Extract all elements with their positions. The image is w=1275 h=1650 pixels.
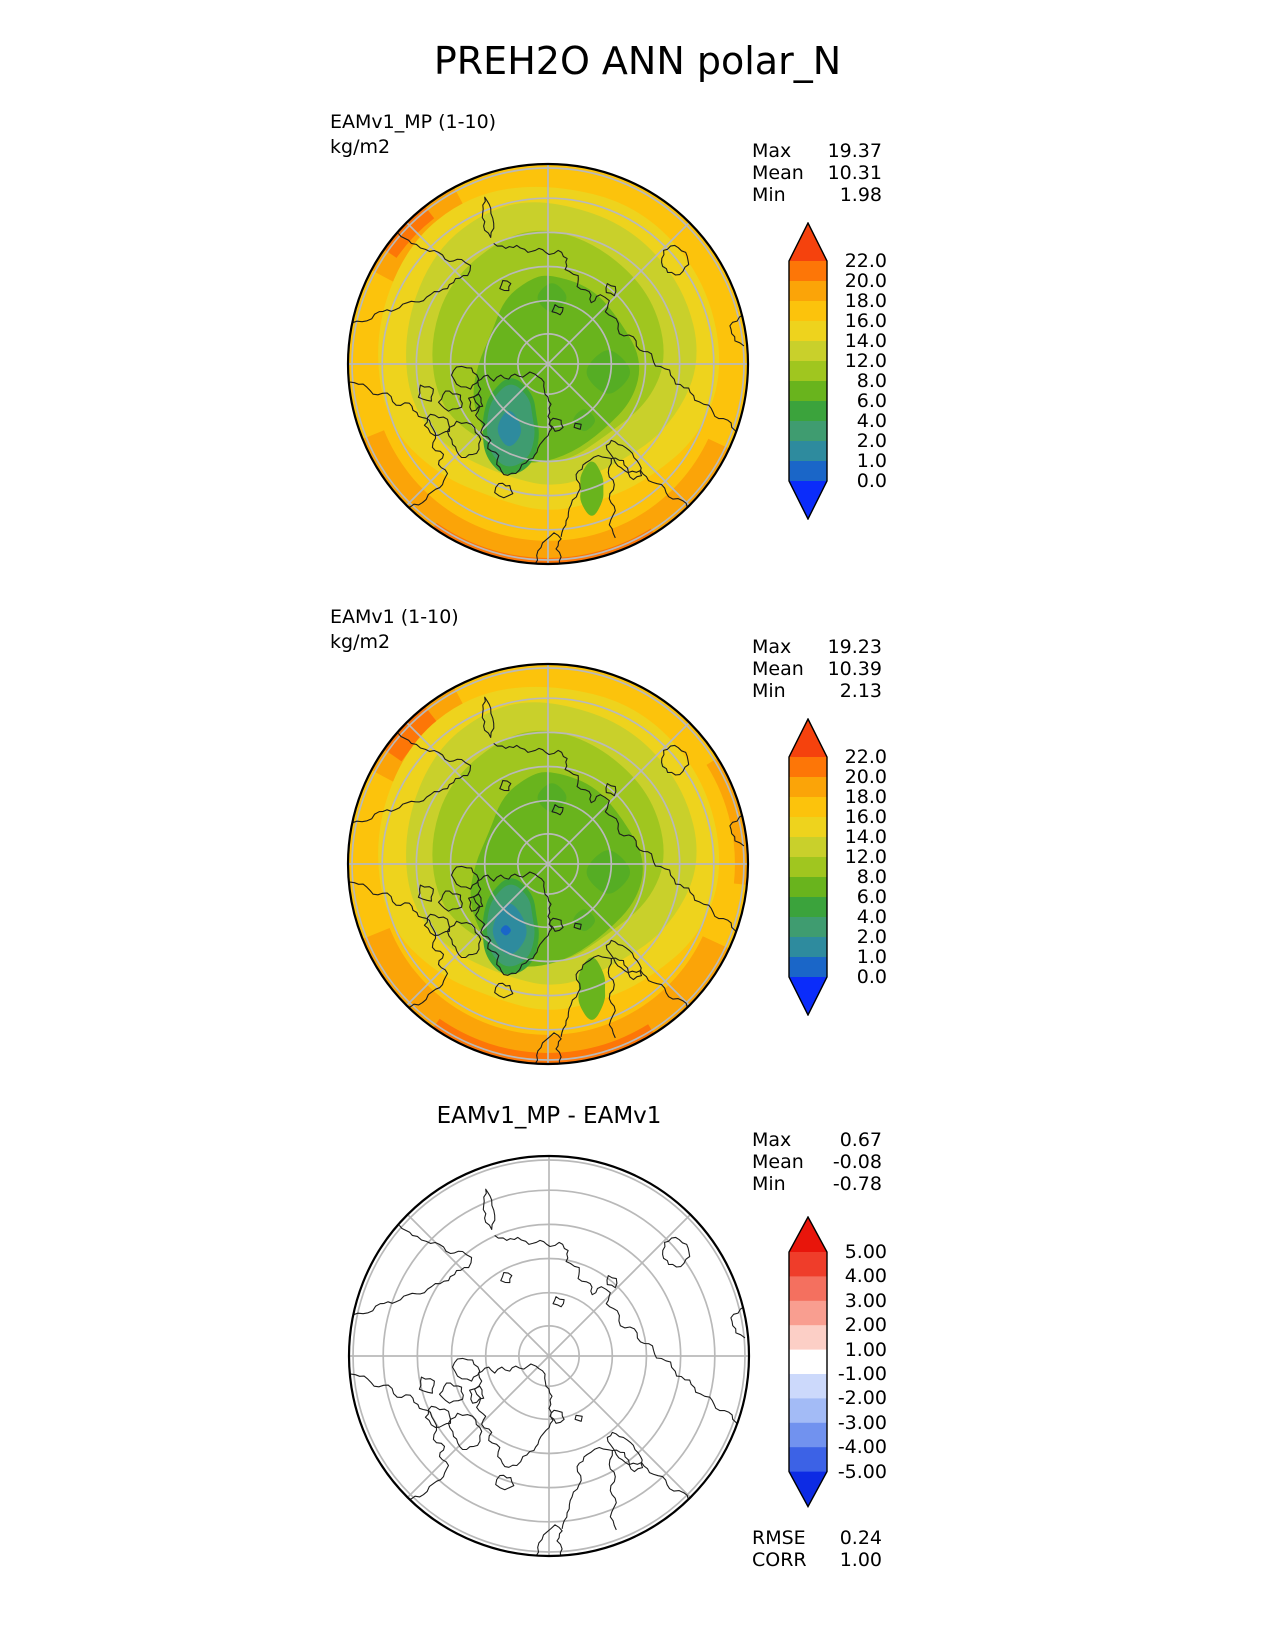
stat-row-max: [752, 140, 882, 162]
colorbar-tick-label: 18.0: [844, 786, 887, 808]
metric-row-corr: [752, 1549, 882, 1571]
colorbar-tick-label: 5.00: [844, 1241, 887, 1263]
colorbar-tick-label: 16.0: [844, 806, 887, 828]
colorbar-bar: [788, 718, 828, 1016]
colorbar-tick-label: -5.00: [837, 1460, 887, 1483]
stat-row-mean: [752, 162, 882, 184]
panel1-name: EAMv1_MP (1-10): [330, 111, 497, 133]
panel2-units: kg/m2: [330, 631, 391, 653]
stat-value: 2.13: [839, 680, 882, 702]
colorbar-tick-label: 20.0: [844, 766, 887, 788]
colorbar-tick-label: 20.0: [844, 270, 887, 292]
panel2-colorbar: [788, 718, 898, 1015]
figure-title: PREH2O ANN polar_N: [433, 39, 842, 83]
stat-label: Min: [752, 680, 786, 702]
panel1-stats: [752, 140, 882, 206]
stat-label: Mean: [752, 658, 804, 680]
colorbar-tick-label: 6.0: [856, 886, 887, 908]
panel3-colorbar: [788, 1216, 898, 1507]
colorbar-tick-label: 8.0: [856, 866, 887, 888]
stat-label: Max: [752, 636, 792, 658]
stat-row-mean: [752, 658, 882, 680]
metric-value: 0.24: [839, 1527, 882, 1549]
panel1-units: kg/m2: [330, 136, 391, 158]
stat-row-min: [752, 1173, 882, 1195]
stat-label: Mean: [752, 1151, 804, 1173]
colorbar-tick-label: 4.0: [856, 906, 887, 928]
stat-label: Mean: [752, 162, 804, 184]
colorbar-tick-label: -2.00: [837, 1387, 887, 1410]
stat-label: Min: [752, 1173, 786, 1195]
colorbar-tick-label: 12.0: [844, 350, 887, 372]
panel2-name: EAMv1 (1-10): [330, 606, 459, 628]
colorbar-tick-label: 14.0: [844, 330, 887, 352]
colorbar-tick-label: 4.00: [844, 1265, 887, 1288]
stat-value: 19.23: [827, 636, 882, 658]
stat-row-min: [752, 680, 882, 702]
colorbar-tick-label: 1.00: [844, 1338, 887, 1361]
colorbar-tick-label: 8.0: [856, 370, 887, 392]
colorbar-tick-label: 22.0: [844, 746, 887, 768]
panel3-metrics: [752, 1527, 882, 1571]
stat-label: Max: [752, 140, 792, 162]
colorbar-tick-label: 16.0: [844, 310, 887, 332]
colorbar-tick-label: 0.0: [856, 470, 887, 492]
colorbar-tick-label: -3.00: [837, 1411, 887, 1434]
colorbar-tick-label: 6.0: [856, 390, 887, 412]
stat-row-min: [752, 184, 882, 206]
panel1-label: [330, 110, 496, 160]
stat-row-mean: [752, 1151, 882, 1173]
stat-value: 0.67: [839, 1129, 882, 1151]
panel1-colorbar: [788, 222, 898, 519]
colorbar-tick-label: 18.0: [844, 290, 887, 312]
colorbar-tick-label: 22.0: [844, 250, 887, 272]
stat-value: 10.31: [827, 162, 882, 184]
stat-value: 10.39: [827, 658, 882, 680]
panel2-label: [330, 605, 459, 655]
colorbar-tick-label: 2.0: [856, 926, 887, 948]
colorbar-tick-label: 2.00: [844, 1314, 887, 1337]
stat-row-max: [752, 636, 882, 658]
metric-label: CORR: [752, 1549, 807, 1571]
colorbar-tick-label: -4.00: [837, 1436, 887, 1459]
stat-label: Min: [752, 184, 786, 206]
colorbar-tick-label: 1.0: [856, 946, 887, 968]
stat-label: Max: [752, 1129, 792, 1151]
stat-value: 1.98: [839, 184, 882, 206]
metric-row-rmse: [752, 1527, 882, 1549]
metric-value: 1.00: [839, 1549, 882, 1571]
metric-label: RMSE: [752, 1527, 806, 1549]
panel2-stats: [752, 636, 882, 702]
panel1-map: [345, 161, 751, 567]
panel3-map: [346, 1153, 752, 1559]
colorbar-tick-label: 2.0: [856, 430, 887, 452]
stat-value: 19.37: [827, 140, 882, 162]
colorbar-bar: [788, 222, 828, 520]
stat-value: -0.08: [832, 1151, 882, 1173]
colorbar-bar: [788, 1216, 828, 1508]
colorbar-tick-label: -1.00: [837, 1363, 887, 1385]
stat-row-max: [752, 1129, 882, 1151]
panel2-map: [345, 661, 751, 1067]
colorbar-tick-label: 14.0: [844, 826, 887, 848]
colorbar-tick-label: 12.0: [844, 846, 887, 868]
stat-value: -0.78: [832, 1173, 882, 1195]
colorbar-tick-label: 0.0: [856, 966, 887, 988]
colorbar-tick-label: 3.00: [844, 1289, 887, 1312]
panel3-stats: [752, 1129, 882, 1195]
colorbar-tick-label: 4.0: [856, 410, 887, 432]
colorbar-tick-label: 1.0: [856, 450, 887, 472]
panel3-title: EAMv1_MP - EAMv1: [436, 1103, 662, 1129]
